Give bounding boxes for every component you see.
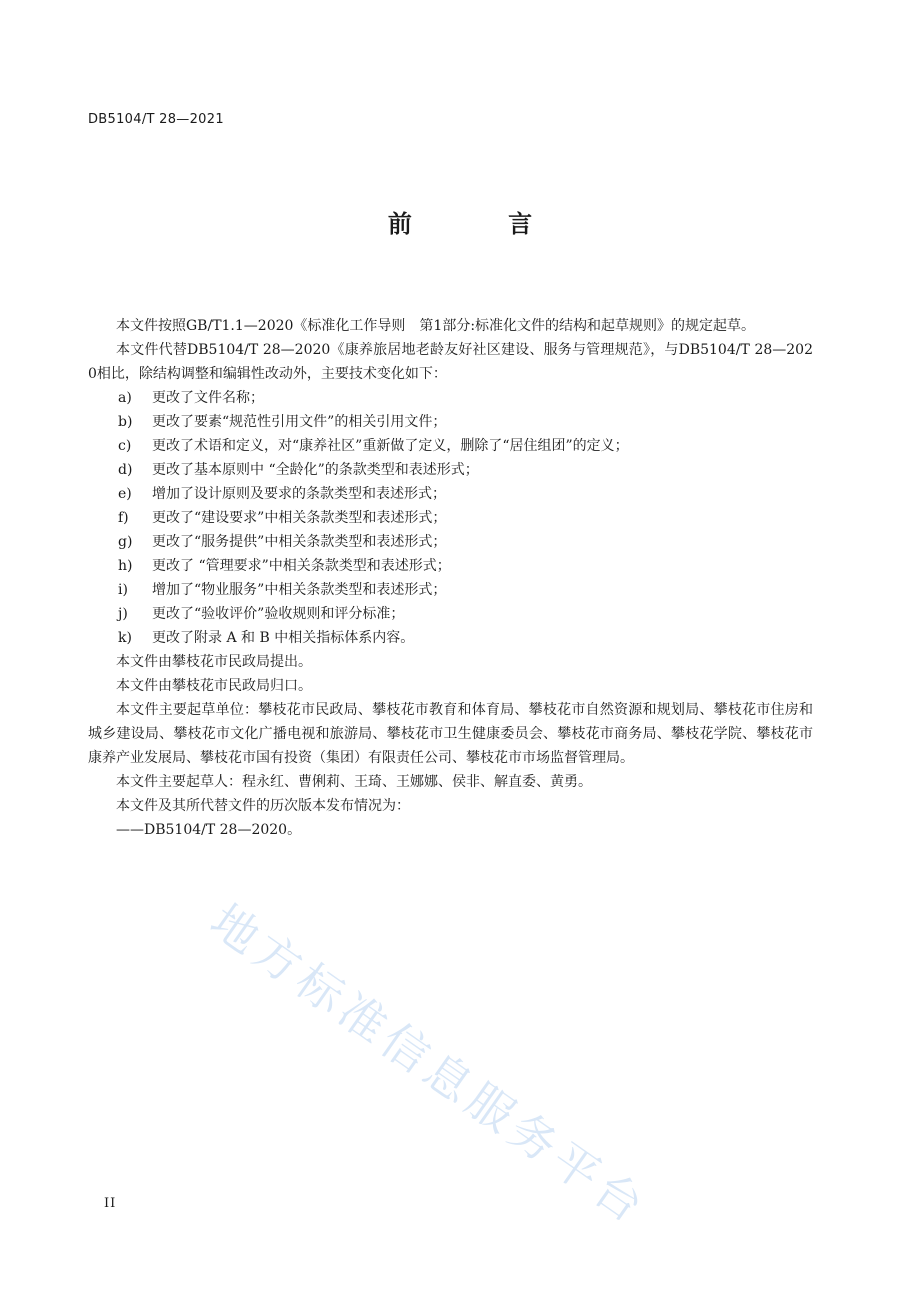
list-item-text: 更改了要素“规范性引用文件”的相关引用文件； xyxy=(152,414,447,430)
paragraph-drafters: 本文件主要起草人：程永红、曹俐莉、王琦、王娜娜、侯非、解直委、黄勇。 xyxy=(116,774,592,790)
paragraph-basis: 本文件按照GB/T1.1—2020《标准化工作导则 第1部分:标准化文件的结构和起草规则》的规定起草。 xyxy=(116,318,756,334)
list-item xyxy=(88,482,813,506)
list-item xyxy=(88,410,813,434)
list-item-text: 更改了文件名称； xyxy=(152,390,264,406)
list-item-text: 增加了“物业服务”中相关条款类型和表述形式； xyxy=(152,582,447,598)
list-item xyxy=(88,386,813,410)
list-item xyxy=(88,602,813,626)
list-item xyxy=(88,578,813,602)
watermark: 地方标准信息服务平台 xyxy=(200,893,658,1236)
list-item xyxy=(88,626,813,650)
list-item-mark: g) xyxy=(118,534,133,550)
list-item-mark: h) xyxy=(118,558,133,574)
page-number: II xyxy=(104,1196,117,1211)
list-item xyxy=(88,458,813,482)
paragraph-administrator: 本文件由攀枝花市民政局归口。 xyxy=(116,678,312,694)
foreword-body xyxy=(88,314,813,842)
list-item-mark: e) xyxy=(118,486,132,502)
technical-changes-list xyxy=(88,386,813,650)
paragraph-drafting-units: 本文件主要起草单位：攀枝花市民政局、攀枝花市教育和体育局、攀枝花市自然资源和规划局、攀枝花市住房和城乡建设局、攀枝花市文化广播电视和旅游局、攀枝花市卫生健康委员会、攀枝花市商务局、攀枝花学院、攀枝花市康养产业发展局、攀枝花市国有投资（集团）有限责任公司、攀枝花市市场监督管理局。 xyxy=(88,702,813,766)
paragraph-replaces: 本文件代替DB5104/T 28—2020《康养旅居地老龄友好社区建设、服务与管理规范》，与DB5104/T 28—2020相比，除结构调整和编辑性改动外，主要技术变化如下： xyxy=(88,342,813,382)
list-item-text: 增加了设计原则及要求的条款类型和表述形式； xyxy=(152,486,446,502)
paragraph-proposer: 本文件由攀枝花市民政局提出。 xyxy=(116,654,312,670)
list-item-mark: d) xyxy=(118,462,133,478)
paragraph-version-history: 本文件及其所代替文件的历次版本发布情况为： xyxy=(116,798,410,814)
list-item xyxy=(88,554,813,578)
list-item-text: 更改了“验收评价”验收规则和评分标准； xyxy=(152,606,405,622)
list-item-text: 更改了“建设要求”中相关条款类型和表述形式； xyxy=(152,510,447,526)
page-title: 前 言 xyxy=(387,210,577,238)
list-item-text: 更改了“服务提供”中相关条款类型和表述形式； xyxy=(152,534,447,550)
list-item xyxy=(88,506,813,530)
list-item-mark: i) xyxy=(118,582,128,598)
list-item-text: 更改了 “管理要求”中相关条款类型和表述形式； xyxy=(152,558,451,574)
list-item xyxy=(88,434,813,458)
document-code: DB5104/T 28—2021 xyxy=(88,112,224,127)
list-item xyxy=(88,530,813,554)
list-item-text: 更改了术语和定义，对“康养社区”重新做了定义，删除了“居住组团”的定义； xyxy=(152,438,629,454)
list-item-mark: j) xyxy=(118,606,128,622)
list-item-mark: k) xyxy=(118,630,132,646)
list-item-text: 更改了基本原则中 “全龄化”的条款类型和表述形式； xyxy=(152,462,479,478)
list-item-mark: f) xyxy=(118,510,129,526)
list-item-mark: c) xyxy=(118,438,132,454)
paragraph-previous-version: ——DB5104/T 28—2020。 xyxy=(116,822,302,838)
list-item-mark: b) xyxy=(118,414,133,430)
list-item-mark: a) xyxy=(118,390,132,406)
list-item-text: 更改了附录 A 和 B 中相关指标体系内容。 xyxy=(152,630,415,646)
